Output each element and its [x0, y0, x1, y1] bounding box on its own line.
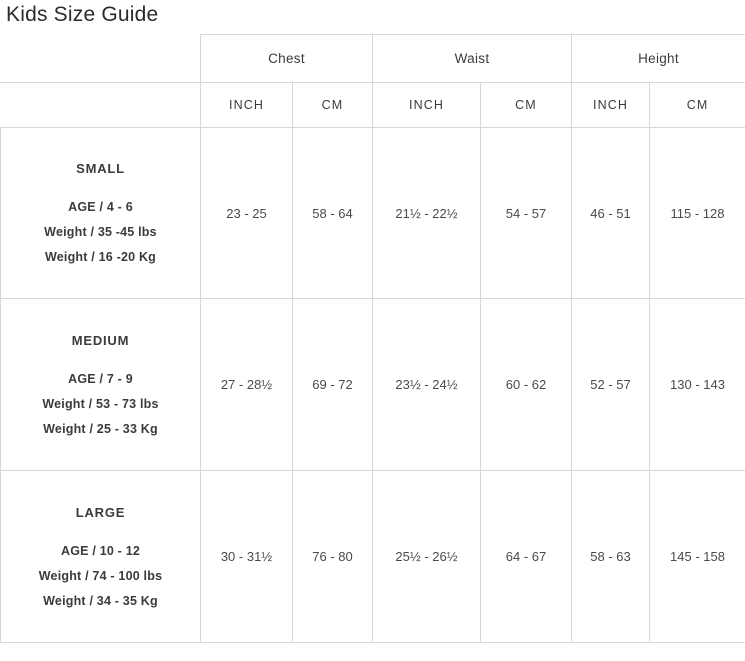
- cell-height-inch: 52 - 57: [572, 299, 650, 471]
- header-group-chest: Chest: [201, 35, 373, 83]
- size-detail-weight-kg: Weight / 16 -20 Kg: [44, 250, 157, 264]
- cell-height-cm: 145 - 158: [650, 471, 745, 643]
- header-corner-blank: [1, 35, 201, 83]
- cell-waist-cm: 54 - 57: [481, 128, 572, 299]
- header-unit-height-cm: CM: [650, 83, 745, 128]
- cell-chest-inch: 30 - 31½: [201, 471, 293, 643]
- table-header: [1, 35, 745, 128]
- header-group-height: Height: [572, 35, 745, 83]
- size-detail-weight-kg: Weight / 25 - 33 Kg: [43, 421, 158, 436]
- table-group-header-row: [1, 35, 745, 83]
- header-unit-height-inch: INCH: [572, 83, 650, 128]
- cell-chest-cm: 58 - 64: [293, 128, 373, 299]
- table-unit-header-row: [1, 83, 745, 128]
- cell-chest-inch: 23 - 25: [201, 128, 293, 299]
- cell-chest-cm: 69 - 72: [293, 299, 373, 471]
- cell-waist-cm: 60 - 62: [481, 299, 572, 471]
- size-name: LARGE: [75, 504, 126, 520]
- table-row: [1, 471, 745, 643]
- size-detail-age: AGE / 4 - 6: [68, 200, 133, 214]
- cell-waist-cm: 64 - 67: [481, 471, 572, 643]
- cell-waist-inch: 23½ - 24½: [373, 299, 481, 471]
- cell-height-cm: 115 - 128: [650, 128, 745, 299]
- row-label-large: [1, 471, 201, 643]
- size-detail-weight-kg: Weight / 34 - 35 Kg: [43, 593, 158, 608]
- cell-height-cm: 130 - 143: [650, 299, 745, 471]
- header-unit-waist-cm: CM: [481, 83, 572, 128]
- size-detail-weight-lbs: Weight / 74 - 100 lbs: [38, 568, 163, 583]
- size-detail-age: AGE / 10 - 12: [60, 543, 141, 558]
- table-row: [1, 128, 745, 299]
- table-row: [1, 299, 745, 471]
- header-unit-blank: [1, 83, 201, 128]
- size-detail-weight-lbs: Weight / 53 - 73 lbs: [42, 396, 159, 411]
- cell-waist-inch: 25½ - 26½: [373, 471, 481, 643]
- header-unit-waist-inch: INCH: [373, 83, 481, 128]
- cell-waist-inch: 21½ - 22½: [373, 128, 481, 299]
- size-detail-weight-lbs: Weight / 35 -45 lbs: [44, 225, 157, 239]
- size-name: MEDIUM: [71, 332, 130, 348]
- header-unit-chest-cm: CM: [293, 83, 373, 128]
- cell-height-inch: 46 - 51: [572, 128, 650, 299]
- cell-chest-inch: 27 - 28½: [201, 299, 293, 471]
- size-name: SMALL: [76, 161, 125, 176]
- page-title: Kids Size Guide: [6, 3, 159, 26]
- row-label-medium: [1, 299, 201, 471]
- cell-chest-cm: 76 - 80: [293, 471, 373, 643]
- header-group-waist: Waist: [373, 35, 572, 83]
- header-unit-chest-inch: INCH: [201, 83, 293, 128]
- cell-height-inch: 58 - 63: [572, 471, 650, 643]
- size-detail-age: AGE / 7 - 9: [68, 371, 133, 386]
- size-guide-table: [0, 34, 745, 643]
- row-label-small: [1, 128, 201, 299]
- table-body: [1, 128, 745, 643]
